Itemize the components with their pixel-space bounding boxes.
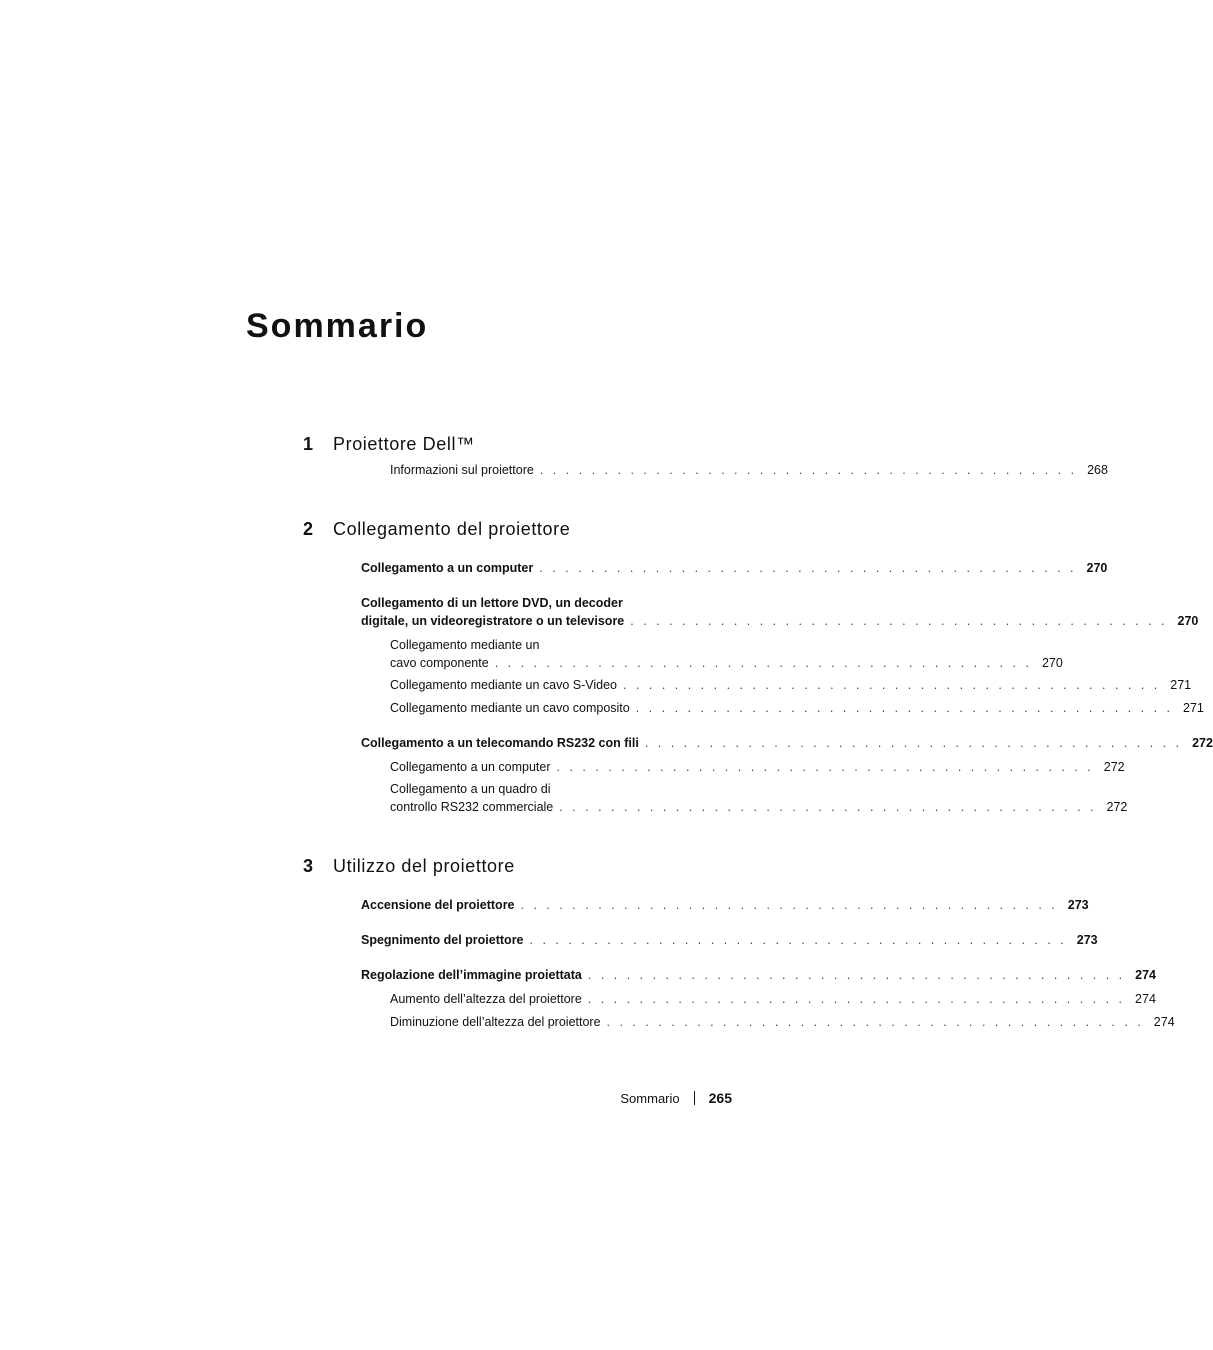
toc-leader-dots: . . . . . . . . . . . . . . . . . . . . . . . . . . . . . . . . . . . . . . . . . . bbox=[644, 736, 1183, 750]
toc-page-number: 274 bbox=[1135, 968, 1156, 982]
toc-entry-text: Collegamento a un computer bbox=[361, 561, 534, 575]
toc-page-number: 272 bbox=[1103, 760, 1125, 774]
toc-page-number: 270 bbox=[1041, 656, 1063, 670]
page-footer bbox=[620, 1087, 732, 1109]
toc-entry-text: Spegnimento del proiettore bbox=[361, 933, 524, 947]
chapter-heading[interactable] bbox=[303, 430, 708, 458]
toc-leader-dots: . . . . . . . . . . . . . . . . . . . . . . . . . . . . . . . . . . . . . . . . . . bbox=[606, 1015, 1144, 1029]
toc-page-number: 270 bbox=[1177, 614, 1199, 628]
footer-label: Sommario bbox=[620, 1090, 680, 1106]
chapter-number: 2 bbox=[303, 519, 314, 539]
footer-divider bbox=[694, 1091, 695, 1105]
toc-page-number: 272 bbox=[1192, 736, 1213, 750]
toc-entry[interactable] bbox=[361, 931, 1098, 949]
toc-entry-text: digitale, un videoregistratore o un televisore bbox=[361, 614, 625, 628]
toc-page-number: 270 bbox=[1086, 561, 1108, 575]
toc-leader-dots: . . . . . . . . . . . . . . . . . . . . . . . . . . . . . . . . . . . . . . . . . . bbox=[539, 463, 1078, 477]
toc-entry[interactable] bbox=[361, 896, 1089, 914]
toc-entry[interactable] bbox=[390, 780, 1128, 816]
chapter-heading[interactable] bbox=[303, 852, 708, 880]
toc-entry-text: Collegamento a un quadro di bbox=[390, 782, 551, 796]
toc-entry-text: controllo RS232 commerciale bbox=[390, 800, 554, 814]
toc-entry[interactable] bbox=[390, 699, 1204, 717]
toc-entry-text: Aumento dell’altezza del proiettore bbox=[390, 992, 582, 1006]
toc-page-number: 274 bbox=[1153, 1015, 1175, 1029]
toc-entry-text: Collegamento mediante un cavo S-Video bbox=[390, 678, 617, 692]
toc-leader-dots: . . . . . . . . . . . . . . . . . . . . . . . . . . . . . . . . . . . . . . . . . . bbox=[529, 933, 1067, 947]
toc-page-number: 273 bbox=[1076, 933, 1098, 947]
toc-entry[interactable] bbox=[361, 559, 1108, 577]
toc-entry[interactable] bbox=[390, 990, 1156, 1008]
toc-entry-text: cavo componente bbox=[390, 656, 489, 670]
toc-leader-dots: . . . . . . . . . . . . . . . . . . . . . . . . . . . . . . . . . . . . . . . . . . bbox=[494, 656, 1032, 670]
toc-entry-text: Diminuzione dell’altezza del proiettore bbox=[390, 1015, 601, 1029]
toc-entry[interactable] bbox=[390, 676, 1192, 694]
chapter-title: Proiettore Dell™ bbox=[333, 434, 475, 454]
toc-leader-dots: . . . . . . . . . . . . . . . . . . . . . . . . . . . . . . . . . . . . . . . . . . bbox=[559, 800, 1097, 814]
toc-leader-dots: . . . . . . . . . . . . . . . . . . . . . . . . . . . . . . . . . . . . . . . . . . bbox=[556, 760, 1094, 774]
toc-leader-dots: . . . . . . . . . . . . . . . . . . . . . . . . . . . . . . . . . . . . . . . . . . bbox=[635, 701, 1173, 715]
toc-entry-text: Collegamento mediante un bbox=[390, 638, 540, 652]
toc-entry[interactable] bbox=[361, 734, 1213, 752]
toc-leader-dots: . . . . . . . . . . . . . . . . . . . . . . . . . . . . . . . . . . . . . . . . . . bbox=[630, 614, 1168, 628]
toc-entry-text: Collegamento di un lettore DVD, un decoder bbox=[361, 596, 623, 610]
toc-leader-dots: . . . . . . . . . . . . . . . . . . . . . . . . . . . . . . . . . . . . . . . . . . bbox=[623, 678, 1161, 692]
toc-entry[interactable] bbox=[361, 594, 1199, 630]
toc-entry[interactable] bbox=[390, 461, 1108, 479]
chapter-heading[interactable] bbox=[303, 515, 708, 543]
chapter-title: Collegamento del proiettore bbox=[333, 519, 571, 539]
toc-entry[interactable] bbox=[390, 1013, 1175, 1031]
toc-entry-text: Accensione del proiettore bbox=[361, 898, 515, 912]
toc-page-number: 272 bbox=[1106, 800, 1128, 814]
toc-entry[interactable] bbox=[361, 966, 1156, 984]
toc-page-number: 268 bbox=[1087, 463, 1108, 477]
toc-entry-text: Collegamento a un telecomando RS232 con fili bbox=[361, 736, 639, 750]
chapter-title: Utilizzo del proiettore bbox=[333, 856, 515, 876]
footer-page-number: 265 bbox=[708, 1090, 732, 1106]
toc-leader-dots: . . . . . . . . . . . . . . . . . . . . . . . . . . . . . . . . . . . . . . . . . . bbox=[520, 898, 1058, 912]
chapter-number: 3 bbox=[303, 856, 314, 876]
toc-entry-text: Collegamento a un computer bbox=[390, 760, 551, 774]
toc-entry-text: Collegamento mediante un cavo composito bbox=[390, 701, 630, 715]
toc-entry[interactable] bbox=[390, 636, 1063, 672]
toc-leader-dots: . . . . . . . . . . . . . . . . . . . . . . . . . . . . . . . . . . . . . . . . . . bbox=[587, 992, 1126, 1006]
toc-page-number: 271 bbox=[1183, 701, 1204, 715]
toc-entry[interactable] bbox=[390, 758, 1125, 776]
toc-entry-text: Regolazione dell’immagine proiettata bbox=[361, 968, 582, 982]
chapter-number: 1 bbox=[303, 434, 314, 454]
toc-page-number: 274 bbox=[1135, 992, 1156, 1006]
page-title: Sommario bbox=[246, 307, 429, 345]
toc-entry-text: Informazioni sul proiettore bbox=[390, 463, 534, 477]
toc-leader-dots: . . . . . . . . . . . . . . . . . . . . . . . . . . . . . . . . . . . . . . . . . . bbox=[587, 968, 1126, 982]
toc-page-number: 271 bbox=[1170, 678, 1192, 692]
toc-page-number: 273 bbox=[1067, 898, 1089, 912]
toc-leader-dots: . . . . . . . . . . . . . . . . . . . . . . . . . . . . . . . . . . . . . . . . . . bbox=[539, 561, 1077, 575]
